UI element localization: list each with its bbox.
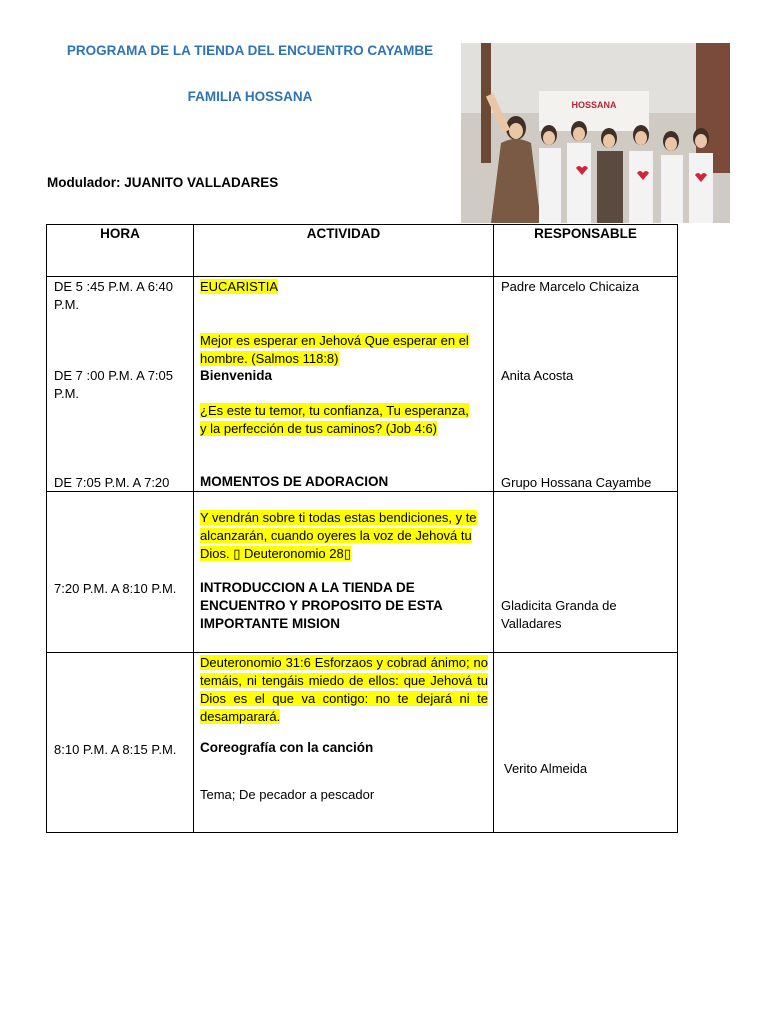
table-header-row: [47, 225, 678, 277]
hora-text: 8:10 P.M. A 8:15 P.M.: [54, 742, 177, 757]
responsable-text: Padre Marcelo Chicaiza: [501, 279, 640, 294]
hora-cell: [47, 277, 194, 492]
group-photo: [461, 43, 730, 223]
activity-title: MOMENTOS DE ADORACION: [200, 474, 389, 489]
actividad-cell: [194, 653, 494, 833]
table-row: [47, 653, 678, 833]
responsable-text: Gladicita Granda de Valladares: [501, 598, 617, 631]
table-row: [47, 277, 678, 492]
column-header-responsable: RESPONSABLE: [494, 225, 678, 277]
bible-verse: Y vendrán sobre ti todas estas bendiciones, y te alcanzarán, cuando oyeres la voz de Jehová tu Dios. ▯ Deuteronomio 28▯: [200, 510, 477, 561]
table-row: [47, 492, 678, 653]
responsable-text: Anita Acosta: [501, 368, 574, 383]
bible-verse: Deuteronomio 31:6 Esforzaos y cobrad ánimo; no temáis, ni tengáis miedo de ellos: que Jehová tu Dios es el que va contigo: no te dejará ni te desamparará.: [200, 655, 488, 724]
hora-text: DE 7:05 P.M. A 7:20: [54, 475, 170, 490]
banner-text: HOSSANA: [571, 100, 617, 110]
responsable-text: Grupo Hossana Cayambe: [501, 475, 652, 490]
activity-title: Bienvenida: [200, 368, 273, 383]
actividad-cell: [194, 492, 494, 653]
activity-eucaristia: EUCARISTIA: [200, 279, 279, 294]
responsable-cell: [494, 653, 678, 833]
moderator-label: Modulador: JUANITO VALLADARES: [47, 175, 279, 190]
responsable-cell: [494, 492, 678, 653]
actividad-cell: [194, 277, 494, 492]
bible-verse: Mejor es esperar en Jehová Que esperar en el hombre. (Salmos 118:8): [200, 333, 469, 366]
activity-note: Tema; De pecador a pescador: [200, 787, 375, 802]
column-header-actividad: ACTIVIDAD: [194, 225, 494, 277]
column-header-hora: HORA: [47, 225, 194, 277]
hora-cell: [47, 653, 194, 833]
hora-text: 7:20 P.M. A 8:10 P.M.: [54, 581, 177, 596]
responsable-text: Verito Almeida: [504, 761, 588, 776]
bible-verse: ¿Es este tu temor, tu confianza, Tu esperanza, y la perfección de tus caminos? (Job 4:6): [200, 403, 469, 436]
responsable-cell: [494, 277, 678, 492]
hora-text: DE 7 :00 P.M. A 7:05 P.M.: [54, 368, 174, 401]
document-title: PROGRAMA DE LA TIENDA DEL ENCUENTRO CAYAMBE: [66, 43, 434, 58]
hora-text: DE 5 :45 P.M. A 6:40 P.M.: [54, 279, 174, 312]
activity-title: Coreografía con la canción: [200, 740, 374, 755]
program-table: [46, 224, 678, 833]
group-photo-illustration: [461, 43, 730, 223]
hora-cell: [47, 492, 194, 653]
document-subtitle: FAMILIA HOSSANA: [187, 89, 313, 104]
activity-title: INTRODUCCION A LA TIENDA DE ENCUENTRO Y PROPOSITO DE ESTA IMPORTANTE MISION: [200, 580, 443, 631]
